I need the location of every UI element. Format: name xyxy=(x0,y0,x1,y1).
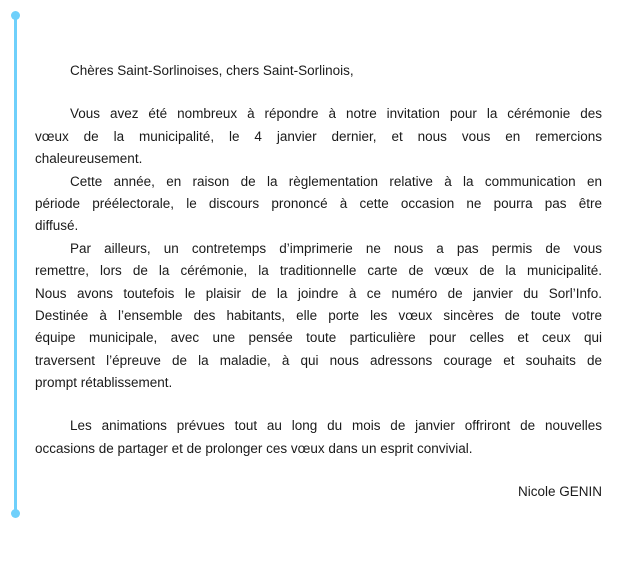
paragraph-line: Par ailleurs, un contretemps d’imprimerie ne nous a pas permis de vous xyxy=(70,240,602,256)
paragraph-line: remettre, lors de la cérémonie, la traditionnelle carte de vœux de la municipalité. xyxy=(35,263,602,279)
paragraph xyxy=(35,415,602,460)
timeline-dot-top xyxy=(11,11,20,20)
paragraph-line: prompt rétablissement. xyxy=(35,375,173,391)
paragraph-line: période préélectorale, le discours prononcé à cette occasion ne pourra pas être xyxy=(35,195,602,211)
paragraph xyxy=(35,171,602,238)
paragraph xyxy=(35,103,602,170)
greeting: Chères Saint-Sorlinoises, chers Saint-Sorlinois, xyxy=(70,63,354,78)
letter-body xyxy=(35,60,602,504)
paragraph-line: vœux de la municipalité, le 4 janvier dernier, et nous vous en remercions xyxy=(35,128,602,144)
signature: Nicole GENIN xyxy=(517,484,602,500)
paragraph xyxy=(35,238,602,395)
paragraph-line: Vous avez été nombreux à répondre à notre invitation pour la cérémonie des xyxy=(70,106,602,122)
paragraph-line: Nous avons toutefois le plaisir de la joindre à ce numéro de janvier du Sorl’Info. xyxy=(35,285,602,301)
paragraph-line: chaleureusement. xyxy=(35,151,143,167)
timeline-rail xyxy=(14,16,17,513)
paragraph-line: Destinée à l’ensemble des habitants, elle porte les vœux sincères de toute votre xyxy=(35,307,602,323)
paragraph-line: occasions de partager et de prolonger ces vœux dans un esprit convivial. xyxy=(35,440,473,456)
paragraph-line: équipe municipale, avec une pensée toute particulière pour celles et ceux qui xyxy=(35,330,602,346)
paragraph-line: Cette année, en raison de la règlementation relative à la communication en xyxy=(70,173,602,189)
paragraph-line: Les animations prévues tout au long du mois de janvier offriront de nouvelles xyxy=(70,418,602,434)
timeline-dot-bottom xyxy=(11,509,20,518)
paragraph-line: traversent l’épreuve de la maladie, à qui nous adressons courage et souhaits de xyxy=(35,352,602,368)
paragraph-line: diffusé. xyxy=(35,218,79,234)
